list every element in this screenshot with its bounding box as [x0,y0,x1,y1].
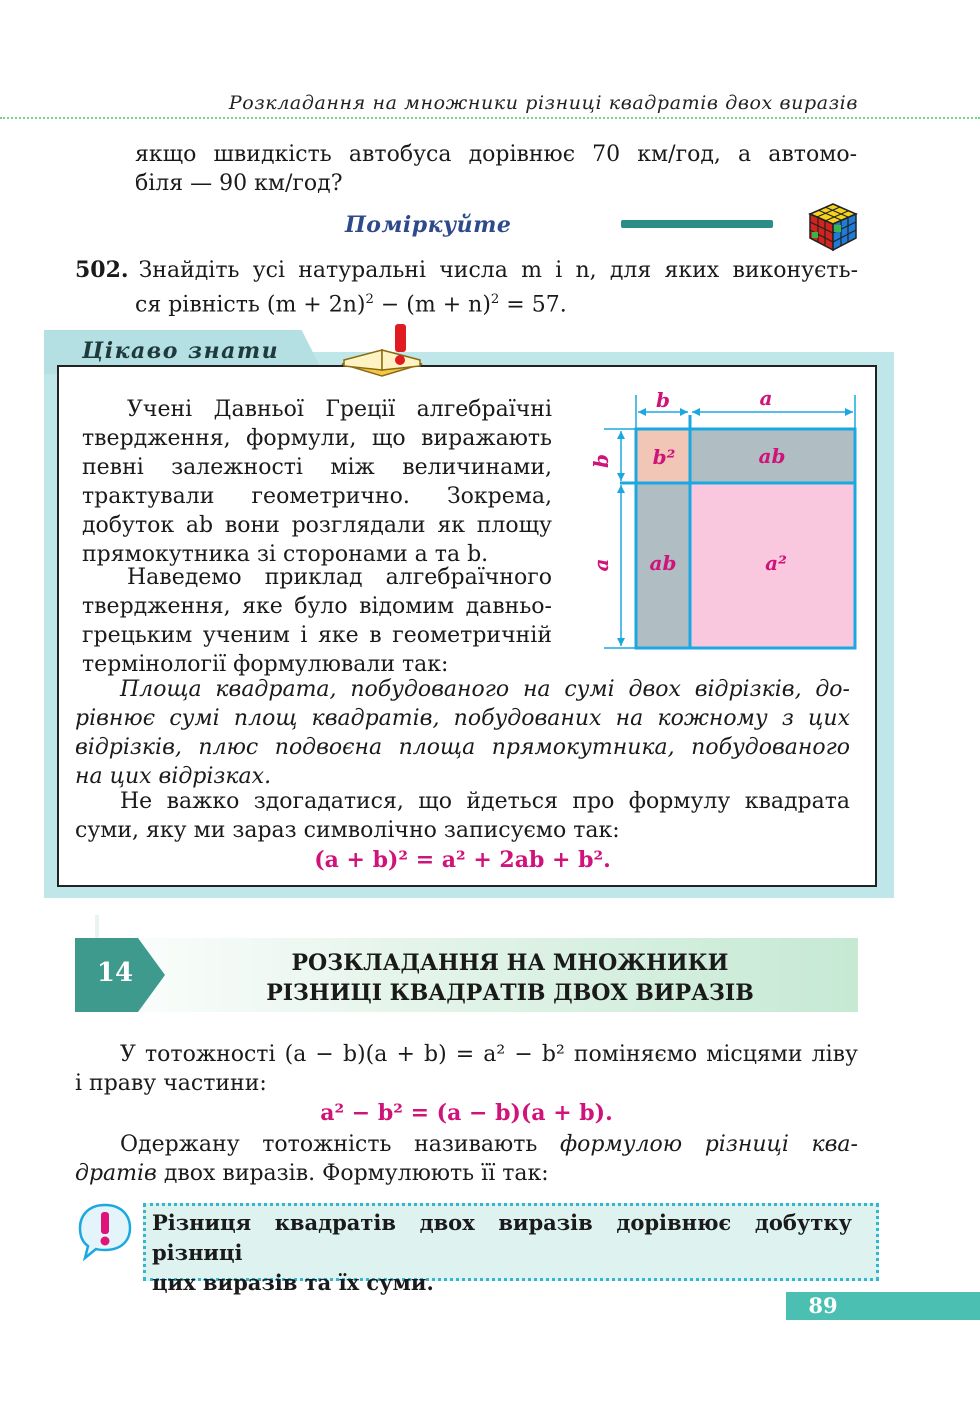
quote-line: відрізків, плюс подвоєна площа прямокутника, побудованого [75,735,850,760]
running-head: Розкладання на множники різниці квадратів двох виразів [228,92,858,114]
task-line-2 [75,285,858,319]
square-sum-formula: (a + b)² = a² + 2ab + b². [314,847,611,873]
fact-p2-line: термінології формулювали так: [82,652,449,677]
fact-title: Цікаво знати [82,338,280,364]
book-exclamation-icon [338,322,428,380]
top-text-line-2: біля — 90 км/год? [135,171,343,196]
square-sum-diagram [590,385,870,660]
fact-paragraph-3 [75,787,850,845]
fact-p2-line: грецьким ученим і яке в геометричній [82,623,552,648]
fact-p1-line: певні залежності між величинами, [82,455,552,480]
body-p2-line-2-b: двох виразів. Формулюють її так: [156,1161,549,1186]
quote-line: Площа квадрата, побудованого на сумі двох відрізків, до- [120,677,850,702]
body-p1-line-2: і праву частини: [75,1071,267,1096]
top-text-line-1: якщо швидкість автобуса дорівнює 70 км/год, а автомо- [135,142,857,167]
body-p2-line-2-a: дратів [75,1161,157,1186]
difference-of-squares-formula: a² − b² = (a − b)(a + b). [320,1100,613,1126]
rule-line-1: Різниця квадратів двох виразів дорівнює добутку різниці [152,1210,852,1265]
task-502 [75,256,858,319]
exp-2: 2 [490,292,500,307]
body-paragraph-1 [75,1040,858,1098]
fact-p2-line: твердження, яке було відомим давньо- [82,594,552,619]
cell-a2-label: a² [765,551,787,575]
cell-b2-label: b² [652,445,676,469]
task-line-1: Знайдіть усі натуральні числа m і n, для яких виконуєть- [138,258,858,283]
rubik-cube-icon [808,202,858,252]
label-b-top: b [656,388,670,412]
header-divider [0,117,980,119]
body-p2-line-1-a: Одержану тотожність називають [120,1132,560,1157]
think-title: Поміркуйте [345,212,512,238]
fact-p3-line: суми, яку ми зараз символічно записуємо так: [75,818,620,843]
exp-1: 2 [365,292,374,307]
label-a-top: a [759,386,773,410]
task-line-2-suffix: = 57. [499,292,567,318]
section-title-line-2: РІЗНИЦІ КВАДРАТІВ ДВОХ ВИРАЗІВ [266,980,754,1006]
rule-text [152,1208,852,1298]
body-paragraph-2 [75,1130,858,1188]
fact-p1-line: трактували геометрично. Зокрема, [82,484,552,509]
section-title [170,948,850,1008]
fact-p1-line: добуток ab вони розглядали як площу [82,513,552,538]
section-title-line-1: РОЗКЛАДАННЯ НА МНОЖНИКИ [291,950,729,976]
label-a-side: a [590,558,613,572]
section-tab-decor [95,915,99,938]
label-b-side: b [590,454,613,468]
fact-paragraph-1 [82,395,552,569]
task-line-2-prefix: ся рівність (m + 2n) [135,292,366,318]
cell-ab-left-label: ab [649,551,677,575]
body-p1-line-1: У тотожності (a − b)(a + b) = a² − b² поміняємо місцями ліву [120,1042,858,1067]
section-number: 14 [96,958,134,988]
body-p2-line-2 [75,1159,858,1188]
fact-p1-line: Учені Давньої Греції алгебраїчні [127,397,552,422]
task-line-2-mid: − (m + n) [373,292,491,318]
fact-p3-line: Не важко здогадатися, що йдеться про формулу квадрата [120,789,850,814]
body-p2-line-1-b: формулою різниці ква- [559,1132,858,1157]
page-number: 89 [808,1293,838,1318]
think-bar [621,220,773,228]
fact-p2-line: Наведемо приклад алгебраїчного [127,565,552,590]
exclamation-bubble-icon [77,1202,133,1262]
fact-quote [75,675,850,791]
quote-line: рівнює сумі площ квадратів, побудованих на кожному з цих [75,706,850,731]
fact-p1-line: прямокутника зі сторонами a та b. [82,542,489,567]
cell-ab-top-label: ab [758,444,786,468]
body-p2-line-1 [75,1130,858,1159]
fact-p1-line: твердження, формули, що виражають [82,426,552,451]
quote-line: на цих відрізках. [75,764,272,789]
fact-paragraph-2 [82,563,552,679]
rule-line-2: цих виразів та їх суми. [152,1270,434,1295]
task-number: 502. [75,257,129,283]
